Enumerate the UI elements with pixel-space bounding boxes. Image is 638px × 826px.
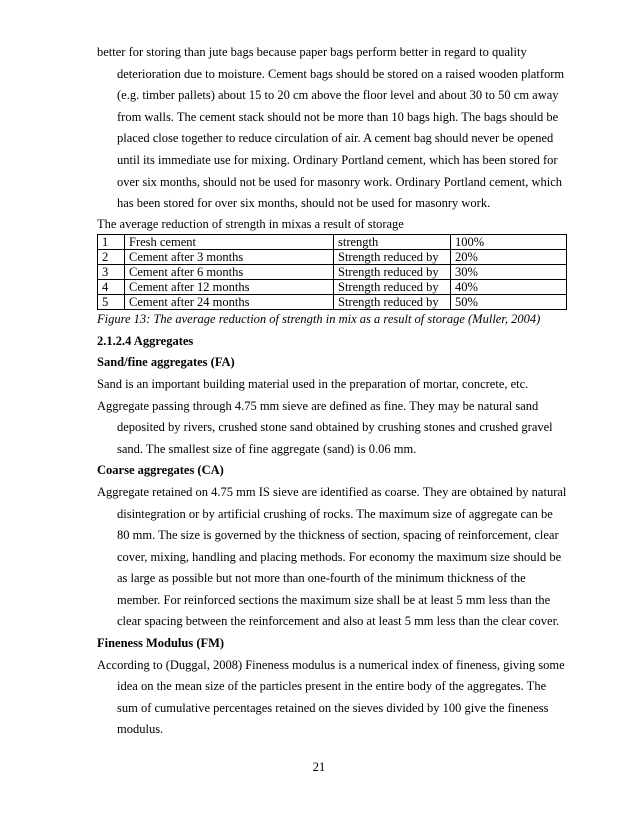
sand-paragraph: Sand is an important building material used in the preparation of mortar, concrete, etc.: [97, 376, 529, 391]
table-cell: 50%: [451, 294, 567, 309]
table-cell: Strength reduced by: [334, 294, 451, 309]
table-cell: 40%: [451, 279, 567, 294]
table-cell: Cement after 12 months: [125, 279, 334, 294]
table-cell: 20%: [451, 249, 567, 264]
table-cell: strength: [334, 234, 451, 249]
table-row: [98, 249, 567, 264]
table-cell: 2: [98, 249, 125, 264]
subheading-fineness-modulus: Fineness Modulus (FM): [97, 636, 225, 651]
fineness-modulus-paragraph: According to (Duggal, 2008) Fineness modulus is a numerical index of fineness, giving some idea on the mean size of the particles present in the entire body of the aggregates. The sum of cumulative percentages retained on the sieves divided by 100 give the fineness modulus.: [97, 657, 565, 737]
table-cell: Strength reduced by: [334, 249, 451, 264]
table-cell: 30%: [451, 264, 567, 279]
page-number: 21: [312, 760, 326, 774]
table-cell: 5: [98, 294, 125, 309]
table-cell: Strength reduced by: [334, 279, 451, 294]
section-heading-aggregates: 2.1.2.4 Aggregates: [97, 333, 194, 348]
table-cell: Fresh cement: [125, 234, 334, 249]
storage-paragraph: better for storing than jute bags because paper bags perform better in regard to quality deterioration due to moisture. Cement bags should be stored on a raised wooden platform (e.g. timber pallets) about 15 to 20 cm above the floor level and about 30 to 50 cm away from walls. The cement stack should not be more than 10 bags high. The bags should be placed close together to reduce circulation of air. A cement bag should never be opened until its immediate use for mixing. Ordinary Portland cement, which has been stored for over six months, should not be used for masonry work. Ordinary Portland cement, which has been stored for over six months, should not be used for masonry work.: [97, 45, 565, 211]
table-cell: 3: [98, 264, 125, 279]
table-row: [98, 264, 567, 279]
table-cell: 1: [98, 234, 125, 249]
subheading-coarse: Coarse aggregates (CA): [97, 463, 224, 478]
table-row: [98, 279, 567, 294]
table-cell: Cement after 24 months: [125, 294, 334, 309]
strength-reduction-table: [97, 234, 567, 310]
table-cell: Cement after 6 months: [125, 264, 334, 279]
table-cell: 100%: [451, 234, 567, 249]
table-cell: Strength reduced by: [334, 264, 451, 279]
page-content: [97, 42, 567, 741]
subheading-sand: Sand/fine aggregates (FA): [97, 355, 235, 370]
table-row: [98, 234, 567, 249]
figure-caption: Figure 13: The average reduction of strength in mix as a result of storage (Muller, 2004): [97, 311, 541, 326]
table-cell: Cement after 3 months: [125, 249, 334, 264]
fine-aggregate-paragraph: Aggregate passing through 4.75 mm sieve are defined as fine. They may be natural sand deposited by rivers, crushed stone sand obtained by crushing stones and crushed gravel sand. The smallest size of fine aggregate (sand) is 0.06 mm.: [97, 398, 553, 456]
coarse-aggregate-paragraph: Aggregate retained on 4.75 mm IS sieve are identified as coarse. They are obtained by natural disintegration or by artificial crushing of rocks. The maximum size of aggregate can be 80 mm. The size is governed by the thickness of section, spacing of reinforcement, clear cover, mixing, handling and placing methods. For economy the maximum size should be as large as possible but not more than one-fourth of the minimum thickness of the member. For reinforced sections the maximum size shall be at least 5 mm less than the clear spacing between the reinforcement and also at least 5 mm less than the clear cover.: [97, 484, 567, 629]
table-intro: The average reduction of strength in mixas a result of storage: [97, 216, 404, 231]
table-row: [98, 294, 567, 309]
table-cell: 4: [98, 279, 125, 294]
